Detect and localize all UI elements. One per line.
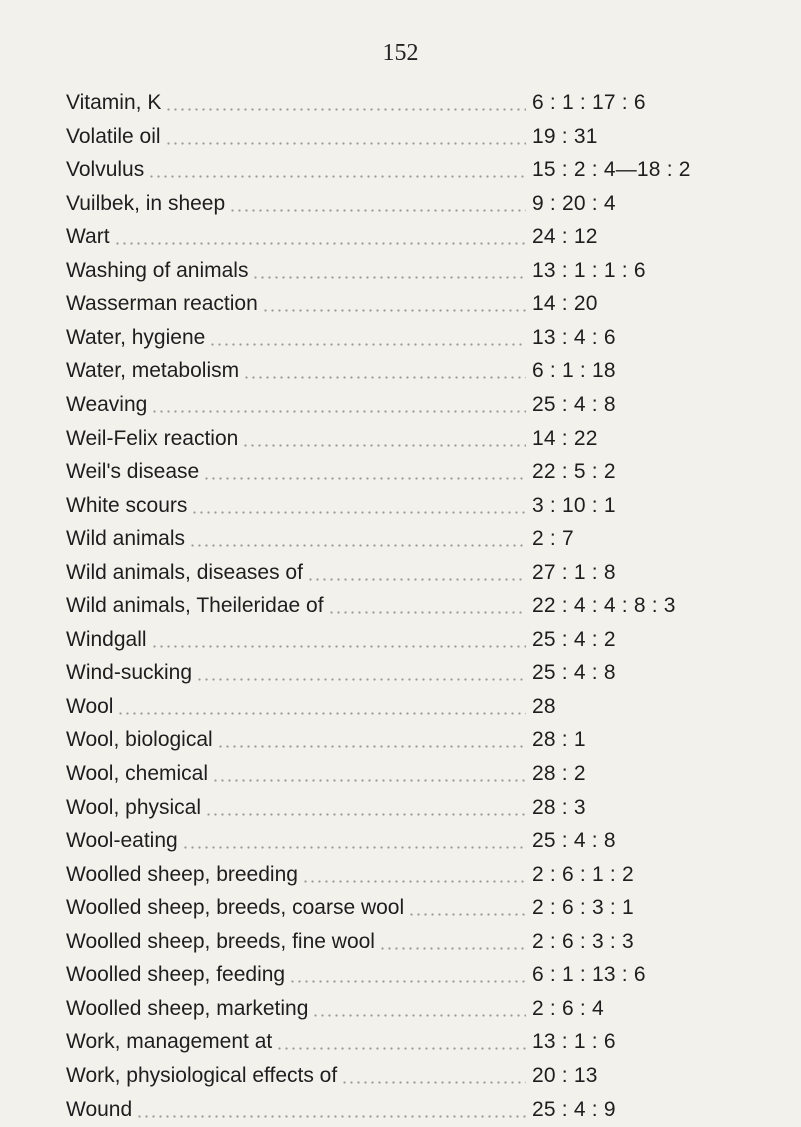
index-term: Wool, chemical [66, 762, 208, 785]
index-term: Volatile oil [66, 124, 161, 148]
index-term: Water, hygiene [66, 325, 206, 349]
index-reference: 2 : 7 [532, 527, 574, 551]
index-reference: 9 : 20 : 4 [532, 191, 616, 215]
index-entry [0, 522, 801, 556]
index-term: Volvulus [66, 158, 145, 182]
dot-leader [243, 376, 526, 379]
index-term: Work, physiological effects of [66, 1063, 338, 1087]
page-number: 152 [382, 40, 419, 66]
index-entry [0, 992, 801, 1026]
dot-leader [196, 678, 526, 681]
index-entry [0, 958, 801, 992]
dot-leader [165, 108, 526, 111]
index-term: Wound [66, 1097, 133, 1121]
dot-leader [151, 410, 526, 413]
dot-leader [379, 947, 526, 950]
dot-leader [205, 813, 526, 816]
index-reference: 27 : 1 : 8 [532, 560, 616, 584]
index-reference: 20 : 13 [532, 1063, 598, 1087]
index-term: Woolled sheep, marketing [66, 996, 309, 1020]
index-entry [0, 187, 801, 221]
index-entry [0, 891, 801, 925]
index-reference: 14 : 22 [532, 426, 598, 450]
index-term: White scours [66, 493, 188, 517]
dot-leader [165, 142, 526, 145]
dot-leader [302, 880, 526, 883]
index-reference: 15 : 2 : 4—18 : 2 [532, 158, 691, 182]
dot-leader [289, 980, 526, 983]
index-entry [0, 153, 801, 187]
index-term: Woolled sheep, breeding [66, 862, 298, 886]
index-term: Weaving [66, 392, 148, 416]
index-reference: 25 : 4 : 9 [532, 1097, 616, 1121]
index-entry [0, 422, 801, 456]
index-reference: 22 : 4 : 4 : 8 : 3 [532, 594, 676, 618]
index-entry [0, 489, 801, 523]
dot-leader [189, 544, 526, 547]
dot-leader [276, 1047, 526, 1050]
index-term: Wind-sucking [66, 661, 193, 685]
index-entry [0, 1025, 801, 1059]
index-entry [0, 656, 801, 690]
index-term: Wool-eating [66, 829, 178, 853]
index-reference: 28 : 2 [532, 762, 586, 785]
dot-leader [203, 477, 526, 480]
index-term: Water, metabolism [66, 359, 240, 383]
index-entry [0, 455, 801, 489]
index-entry [0, 220, 801, 254]
index-term: Woolled sheep, feeding [66, 963, 286, 987]
index-entry [0, 757, 801, 791]
index-reference: 19 : 31 [532, 124, 598, 148]
index-entry [0, 287, 801, 321]
index-reference: 28 [532, 694, 556, 718]
index-entry [0, 86, 801, 120]
dot-leader [307, 578, 526, 581]
index-term: Vitamin, K [66, 91, 162, 114]
index-term: Work, management at [66, 1030, 273, 1054]
index-entry [0, 589, 801, 623]
index-term: Wild animals, diseases of [66, 560, 303, 584]
index-term: Wasserman reaction [66, 292, 258, 316]
dot-leader [229, 209, 526, 212]
dot-leader [262, 309, 526, 312]
index-reference: 2 : 6 : 4 [532, 996, 604, 1020]
index-entry [0, 120, 801, 154]
index-entry [0, 1093, 801, 1127]
index-term: Weil's disease [66, 460, 200, 484]
dot-leader [209, 343, 526, 346]
index-reference: 6 : 1 : 18 [532, 359, 616, 383]
index-entry [0, 690, 801, 724]
dot-leader [408, 913, 526, 916]
index-entry [0, 556, 801, 590]
dot-leader [341, 1081, 526, 1084]
dot-leader [148, 175, 526, 178]
index-reference: 25 : 4 : 8 [532, 661, 616, 685]
index-term: Woolled sheep, breeds, fine wool [66, 929, 375, 953]
index-reference: 25 : 4 : 2 [532, 627, 616, 651]
dot-leader [252, 276, 526, 279]
index-reference: 2 : 6 : 3 : 3 [532, 929, 634, 953]
index-reference: 25 : 4 : 8 [532, 392, 616, 416]
index-term: Washing of animals [66, 258, 249, 282]
index-reference: 6 : 1 : 13 : 6 [532, 963, 646, 987]
index-term: Wool, biological [66, 728, 213, 752]
index-reference: 13 : 1 : 6 [532, 1030, 616, 1054]
index-term: Vuilbek, in sheep [66, 191, 226, 215]
index-reference: 24 : 12 [532, 225, 598, 249]
dot-leader [242, 444, 526, 447]
dot-leader [114, 242, 526, 245]
index-reference: 25 : 4 : 8 [532, 829, 616, 853]
index-entry [0, 858, 801, 892]
index-entry [0, 925, 801, 959]
index-entry [0, 824, 801, 858]
index-entry [0, 1059, 801, 1093]
index-entry [0, 354, 801, 388]
index-entry [0, 791, 801, 825]
index-reference: 3 : 10 : 1 [532, 493, 616, 517]
dot-leader [117, 712, 526, 715]
dot-leader [212, 779, 526, 782]
index-reference: 28 : 3 [532, 795, 586, 819]
dot-leader [217, 745, 526, 748]
index-entry [0, 254, 801, 288]
index-term: Wool [66, 694, 114, 718]
index-reference: 14 : 20 [532, 292, 598, 316]
index-reference: 13 : 4 : 6 [532, 325, 616, 349]
index-term: Wart [66, 225, 110, 249]
dot-leader [151, 645, 526, 648]
index-reference: 22 : 5 : 2 [532, 460, 616, 484]
index-reference: 2 : 6 : 1 : 2 [532, 862, 634, 886]
index-reference: 6 : 1 : 17 : 6 [532, 91, 646, 114]
index-entry [0, 321, 801, 355]
index-term: Wild animals, Theileridae of [66, 594, 324, 618]
index-reference: 2 : 6 : 3 : 1 [532, 896, 634, 920]
dot-leader [312, 1014, 526, 1017]
index-term: Weil-Felix reaction [66, 426, 239, 450]
index-reference: 13 : 1 : 1 : 6 [532, 258, 646, 282]
index-entry [0, 623, 801, 657]
dot-leader [136, 1115, 526, 1118]
index-reference: 28 : 1 [532, 728, 586, 752]
dot-leader [191, 511, 526, 514]
index-term: Woolled sheep, breeds, coarse wool [66, 896, 405, 920]
index-entry [0, 388, 801, 422]
index-term: Wild animals [66, 527, 186, 551]
dot-leader [182, 846, 526, 849]
index-entry [0, 723, 801, 757]
dot-leader [328, 611, 526, 614]
index-term: Windgall [66, 627, 147, 651]
index-term: Wool, physical [66, 795, 202, 819]
